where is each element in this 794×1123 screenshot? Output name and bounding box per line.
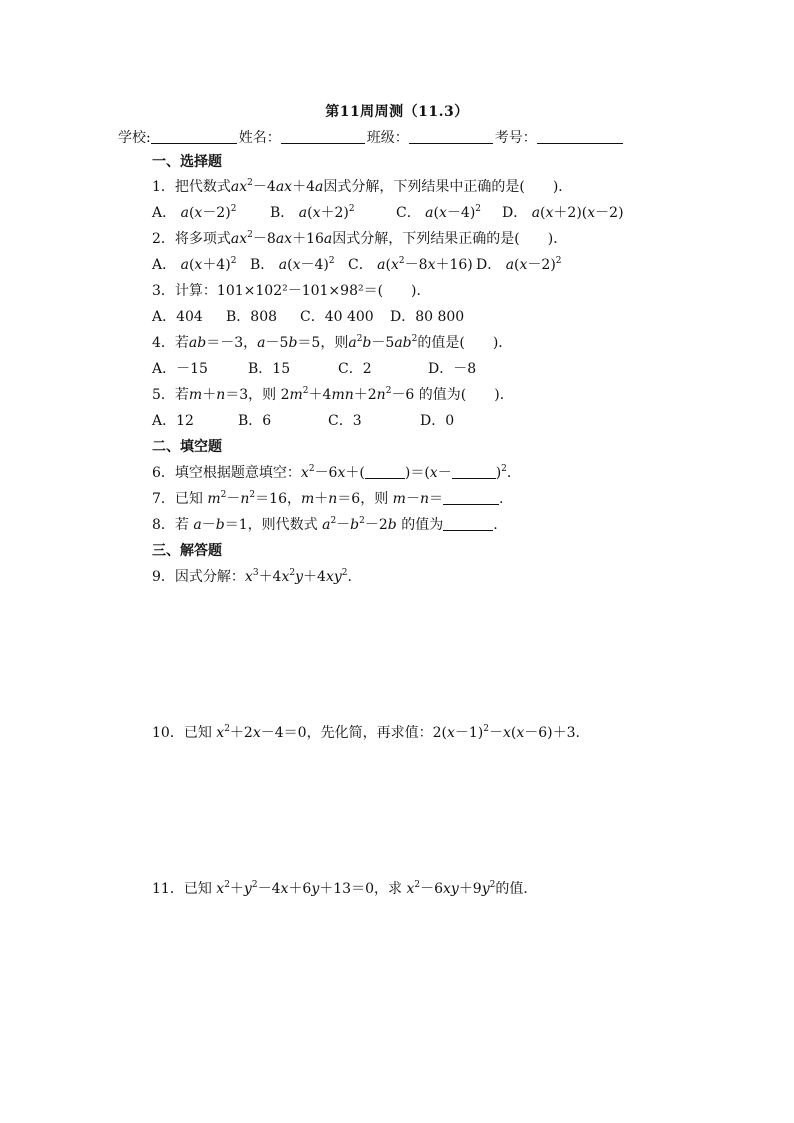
page-title: 第11周周测（11.3） xyxy=(325,104,469,120)
q5-option-d[interactable]: D．0 xyxy=(420,413,455,429)
q2-option-d[interactable]: D． $a(x-2)^2$ xyxy=(476,256,562,273)
q6-blank-2[interactable] xyxy=(452,465,496,479)
question-11: 11．已知 $x^2+y^2-4x+6y+13=0$，求 $x^2-6xy+9y^2$的值． xyxy=(152,880,538,897)
class-label: 班级： xyxy=(366,130,409,146)
question-8: 8．若 a－b＝1，则代数式 $a^2-b^2-2b$ 的值为 . xyxy=(152,516,498,533)
question-7: 7．已知 $m^2-n^2=16$，m＋n＝6，则 m－n＝ . xyxy=(152,490,504,507)
q3-option-c[interactable]: C．40 400 xyxy=(300,309,374,325)
question-3: 3．计算：101×102²－101×98²＝( )． xyxy=(152,283,431,299)
q4-option-a[interactable]: A．－15 xyxy=(152,361,208,377)
q5-option-a[interactable]: A．12 xyxy=(152,413,194,429)
class-blank[interactable] xyxy=(409,129,493,144)
exam-no-label: 考号： xyxy=(494,130,537,146)
q5-option-c[interactable]: C．3 xyxy=(328,413,362,429)
exam-no-blank[interactable] xyxy=(537,129,623,144)
school-blank[interactable] xyxy=(151,129,237,144)
section-heading-choice: 一、选择题 xyxy=(152,154,222,170)
q1-option-c[interactable]: C． $a(x-4)^2$ xyxy=(396,204,482,221)
name-label: 姓名： xyxy=(238,130,281,146)
section-heading-fill: 二、填空题 xyxy=(152,439,222,455)
question-2: 2．将多项式$ax^2-8ax+16a$因式分解，下列结果正确的是( )． xyxy=(152,230,568,247)
question-5: 5．若m＋n＝3，则 $2m^2+4mn+2n^2-6$ 的值为( )． xyxy=(152,386,514,403)
q4-option-c[interactable]: C．2 xyxy=(338,361,372,377)
question-10: 10．已知 $x^2+2x-4=0$，先化简，再求值：$2(x-1)^2-x(x-6)+3$. xyxy=(152,724,580,741)
student-info-row xyxy=(118,127,625,147)
section-heading-answer: 三、解答题 xyxy=(152,543,222,559)
question-6: 6．填空根据题意填空：$x^2-6x+$( )$=(x- )^2$. xyxy=(152,464,512,481)
q2-option-b[interactable]: B． $a(x-4)^2$ xyxy=(250,256,335,273)
q1-option-b[interactable]: B． $a(x+2)^2$ xyxy=(270,204,355,221)
q6-blank-1[interactable] xyxy=(365,465,405,479)
q1-option-d[interactable]: D． a(x＋2)(x－2) xyxy=(502,205,624,221)
q4-option-d[interactable]: D．－8 xyxy=(428,361,477,377)
question-9: 9．因式分解：$x^3+4x^2y+4xy^2$. xyxy=(152,568,352,585)
q3-option-b[interactable]: B．808 xyxy=(226,309,278,325)
q7-blank[interactable] xyxy=(443,491,499,505)
q4-option-b[interactable]: B．15 xyxy=(248,361,291,377)
q8-blank[interactable] xyxy=(443,517,493,531)
question-4: 4．若ab＝－3，a－5b＝5，则$a^2b-5ab^2$的值是( )． xyxy=(152,334,513,351)
q5-option-b[interactable]: B．6 xyxy=(238,413,272,429)
q1-option-a[interactable]: A． $a(x-2)^2$ xyxy=(152,204,237,221)
q3-option-d[interactable]: D．80 800 xyxy=(390,309,465,325)
q2-option-c[interactable]: C． $a(x^2-8x+16)$ xyxy=(348,256,473,273)
school-label: 学校: xyxy=(118,130,151,146)
question-1: 1．把代数式$ax^2-4ax+4a$因式分解，下列结果中正确的是( )． xyxy=(152,178,573,195)
q3-option-a[interactable]: A．404 xyxy=(152,309,203,325)
q2-option-a[interactable]: A． $a(x+4)^2$ xyxy=(152,256,237,273)
name-blank[interactable] xyxy=(281,129,365,144)
